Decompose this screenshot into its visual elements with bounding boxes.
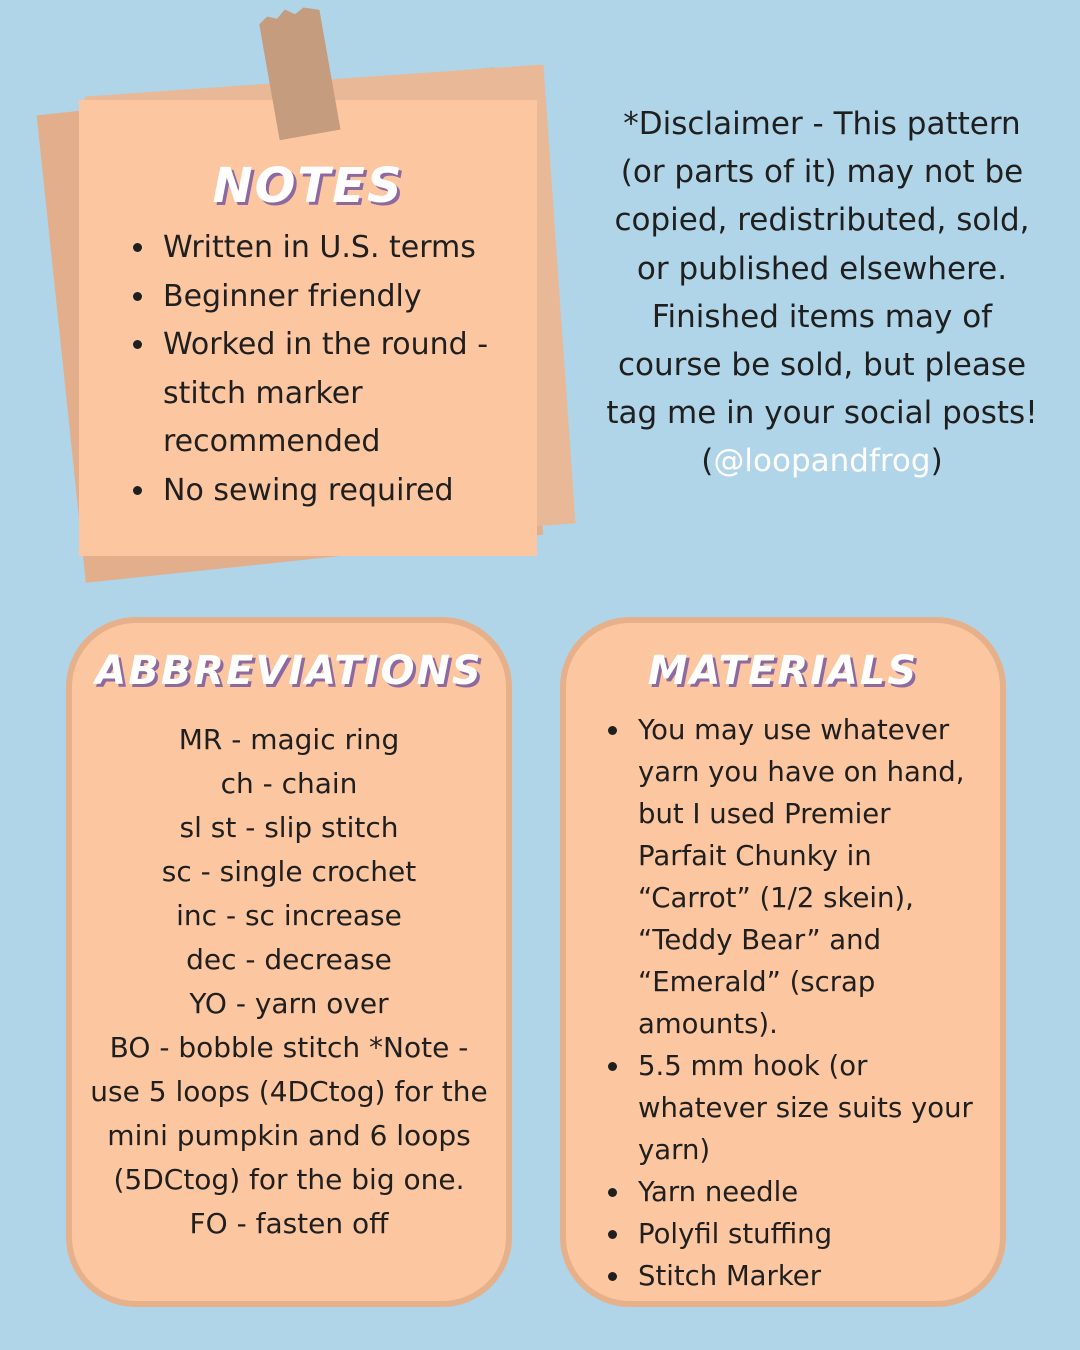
list-item: Worked in the round - stitch marker recommended (133, 321, 503, 467)
handle-open-paren: ( (701, 443, 714, 480)
disclaimer-line: *Disclaimer - This pattern (623, 106, 1021, 142)
social-handle-line (596, 437, 1048, 485)
notes-title: NOTES (212, 158, 404, 214)
abbreviation-line: use 5 loops (4DCtog) for the (90, 1075, 488, 1108)
abbreviation-line: ch - chain (220, 767, 358, 800)
disclaimer-line: (or parts of it) may not be (620, 154, 1024, 191)
abbreviation-line: FO - fasten off (189, 1207, 389, 1240)
abbreviation-line: mini pumpkin and 6 loops (107, 1119, 471, 1152)
materials-title: MATERIALS (647, 648, 919, 694)
materials-list (608, 709, 980, 1297)
list-item: No sewing required (133, 467, 503, 516)
disclaimer-line: copied, redistributed, sold, (614, 202, 1030, 239)
abbreviation-line: YO - yarn over (189, 987, 389, 1020)
abbreviation-line: dec - decrease (186, 943, 392, 976)
disclaimer-line: Finished items may of (651, 298, 993, 335)
abbreviation-line: BO - bobble stitch *Note - (109, 1031, 469, 1064)
social-handle: @loopandfrog (713, 443, 931, 480)
list-item: You may use whatever yarn you have on hand, but I used Premier Parfait Chunky in “Carrot” (1/2 skein), “Teddy Bear” and “Emerald” (scrap amounts). (608, 709, 980, 1045)
abbreviation-line: sc - single crochet (161, 855, 417, 888)
abbreviations-title: ABBREVIATIONS (95, 648, 483, 694)
list-item: Yarn needle (608, 1171, 980, 1213)
abbreviation-line: MR - magic ring (178, 723, 400, 756)
list-item: Beginner friendly (133, 273, 503, 322)
list-item: Written in U.S. terms (133, 224, 503, 273)
list-item: 5.5 mm hook (or whatever size suits your yarn) (608, 1045, 980, 1171)
list-item: Polyfil stuffing (608, 1213, 980, 1255)
abbreviation-line: (5DCtog) for the big one. (113, 1163, 465, 1196)
abbreviation-line: inc - sc increase (176, 899, 402, 932)
list-item: Stitch Marker (608, 1255, 980, 1297)
disclaimer-line: tag me in your social posts! (606, 395, 1038, 432)
disclaimer-line: or published elsewhere. (636, 250, 1008, 287)
disclaimer-text (596, 100, 1048, 486)
notes-list (133, 224, 503, 515)
disclaimer-line: course be sold, but please (617, 347, 1027, 384)
handle-close-paren: ) (930, 443, 943, 480)
abbreviations-list (80, 718, 498, 1246)
abbreviation-line: sl st - slip stitch (179, 811, 399, 844)
